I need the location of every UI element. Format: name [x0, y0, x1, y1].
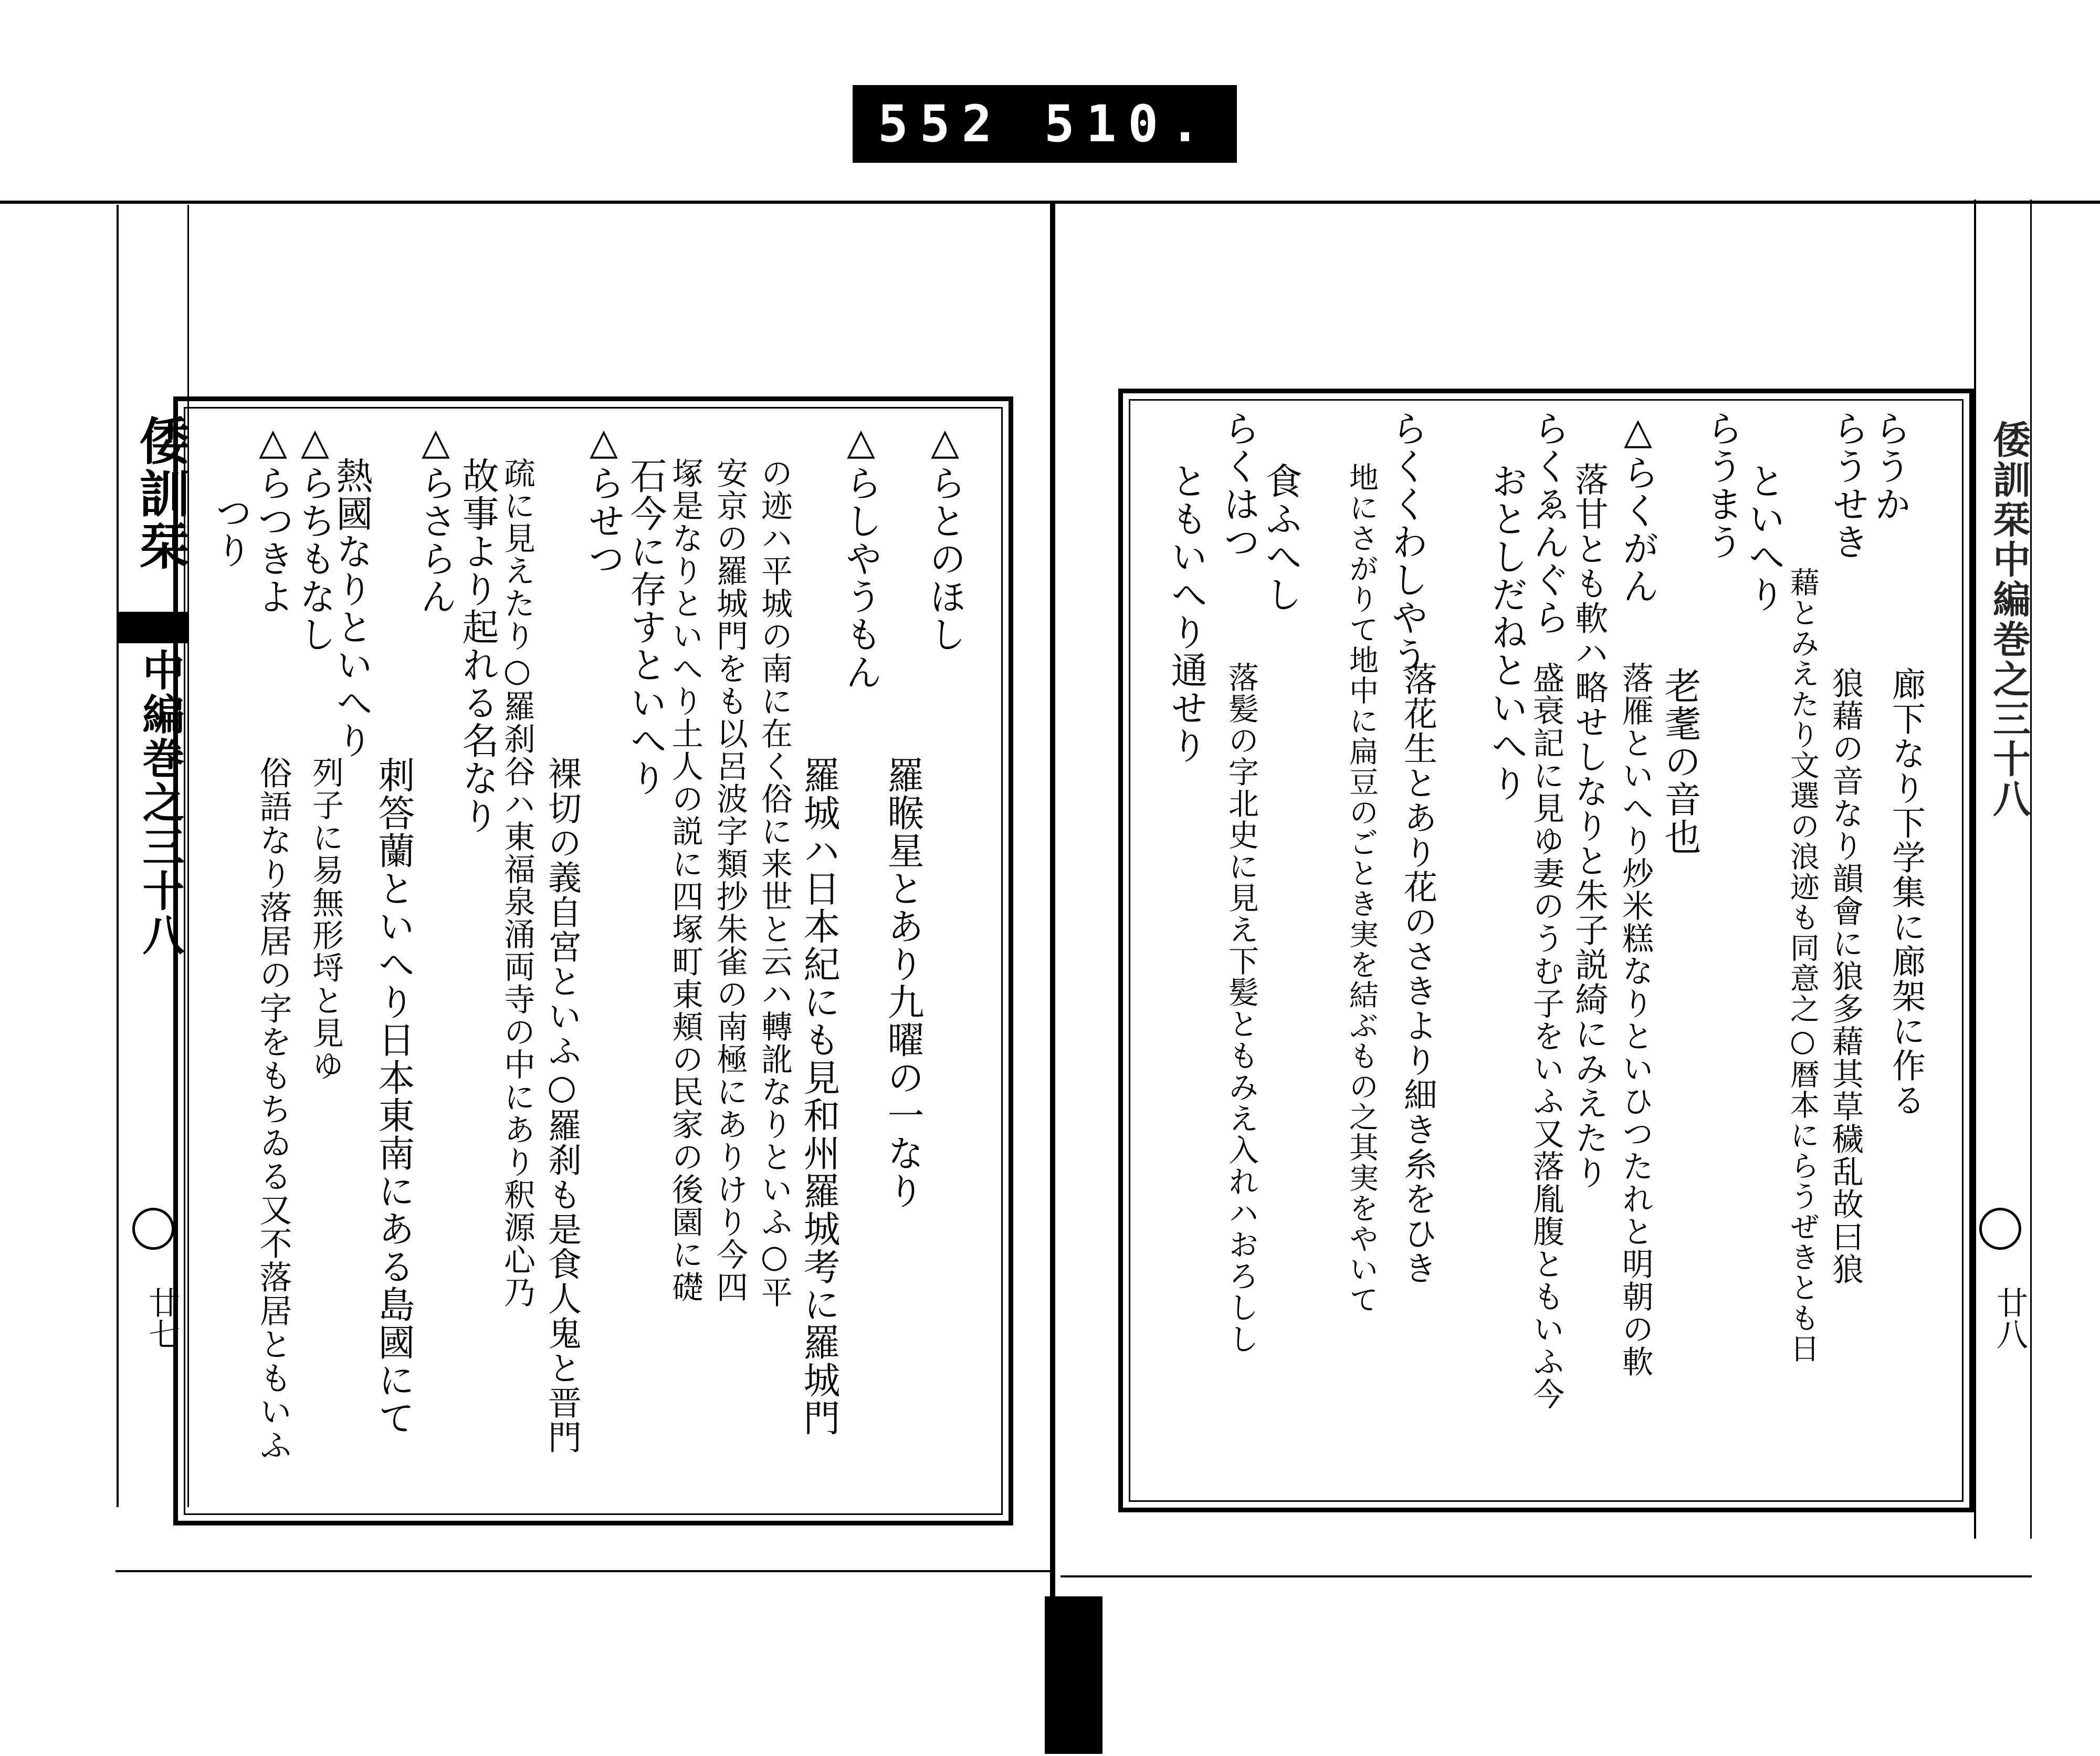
right-folio-mark	[1979, 1208, 2021, 1250]
left-col-3: △らしやうもん	[839, 420, 883, 691]
right-col-14: おとしだねといへり	[1485, 462, 1528, 802]
book-bottom-edge-left	[116, 1570, 1050, 1572]
right-col-20: 落髪の字北史に見え下髪ともみえ入れハおろしし	[1223, 662, 1259, 1355]
left-folio-mark	[132, 1208, 174, 1250]
right-col-15: らくくわしやう	[1385, 410, 1429, 674]
gutter-tab	[1045, 1596, 1102, 1754]
right-col-5: 藉とみえたり文選の浪迹も同意之○暦本にらうぜきとも日	[1786, 567, 1820, 1364]
left-col-1: △らとのほし	[923, 420, 967, 653]
right-col-2: 廊下なり下学集に廊架に作る	[1886, 667, 1925, 1117]
right-col-16: 落花生とあり花のさきより細き糸をひき	[1398, 662, 1437, 1285]
left-col-15: 熱國なりといへり	[330, 457, 373, 759]
left-folio: 廿七	[143, 1287, 180, 1350]
left-col-2: 羅睺星とあり九曜の一なり	[881, 756, 925, 1210]
right-col-11: 落甘とも軟ハ略せしなりと朱子説綺にみえたり	[1569, 462, 1608, 1190]
right-col-1: らうか	[1868, 410, 1912, 523]
right-col-8: 老耄の音也	[1658, 667, 1702, 856]
left-col-14: 刺答蘭といへり日本東南にある島國にて	[372, 756, 415, 1437]
left-col-9: △らせつ	[582, 420, 625, 578]
left-col-10: 裸切の義自宮といふ○羅刹も是食人鬼と晋門	[542, 756, 581, 1455]
right-col-18: 食ふへし	[1259, 462, 1303, 613]
left-col-17: 列子に易無形埒と見ゆ	[307, 756, 344, 1082]
left-col-16: △らちもなし	[293, 420, 337, 653]
right-col-6: といへり	[1742, 462, 1786, 613]
book-gutter	[1050, 201, 1055, 1597]
left-col-20: つり	[209, 494, 253, 569]
left-col-6: 安京の羅城門をも以呂波字類抄朱雀の南極にありけり今四	[711, 457, 748, 1303]
right-col-17: 地にさがりて地中に扁豆のごとき実を結ぶもの之其実をやいて	[1345, 462, 1379, 1315]
film-frame-label	[853, 85, 1237, 163]
left-col-19: 俗語なり落居の字をもちゐる又不落居ともいふ	[254, 756, 292, 1462]
left-col-11: 疏に見えたり○羅刹谷ハ東福泉涌両寺の中にあり釈源心乃	[499, 457, 536, 1309]
left-col-8: 石今に存すといへり	[624, 457, 667, 797]
right-col-9: △らくがん	[1616, 410, 1660, 605]
right-col-4: 狼藉の音なり韻會に狼多藉其草穢乱故曰狼	[1827, 667, 1864, 1285]
right-col-19: らくはつ	[1217, 410, 1261, 561]
right-col-10: 落雁といへり炒米糕なりといひつたれと明朝の軟	[1617, 662, 1654, 1378]
right-col-21: ともいへり通せり	[1165, 462, 1208, 765]
left-col-4: 羅城ハ日本紀にも見和州羅城考に羅城門	[797, 756, 841, 1437]
film-left-number: 552	[878, 95, 1004, 153]
left-col-12: 故事より起れる名なり	[456, 457, 499, 835]
left-spine-subtitle: 中編巻之三十八	[135, 649, 185, 957]
right-col-12: らくゑんぐら	[1527, 410, 1570, 636]
right-col-3: らうせき	[1826, 410, 1870, 561]
right-folio: 廿八	[1991, 1287, 2028, 1350]
left-col-7: 塚是なりといへり土人の説に四塚町東頬の民家の後園に礎	[667, 457, 704, 1303]
left-col-18: △らつきよ	[251, 420, 295, 615]
left-col-13: △らさらん	[414, 420, 457, 615]
film-right-number: 510.	[1044, 95, 1212, 153]
right-col-13: 盛衰記に見ゆ妻のうむ子をいふ又落胤腹ともいふ今	[1528, 662, 1564, 1410]
left-spine-title: 倭訓栞	[131, 415, 191, 572]
right-col-7: らうまう	[1700, 410, 1744, 561]
right-spine-title: 倭訓栞中編巻之三十八	[1987, 420, 2031, 819]
left-col-5: の迹ハ平城の南に在く俗に来世と云ハ轉訛なりといふ○平	[756, 457, 793, 1309]
book-bottom-edge-right	[1060, 1575, 2032, 1577]
